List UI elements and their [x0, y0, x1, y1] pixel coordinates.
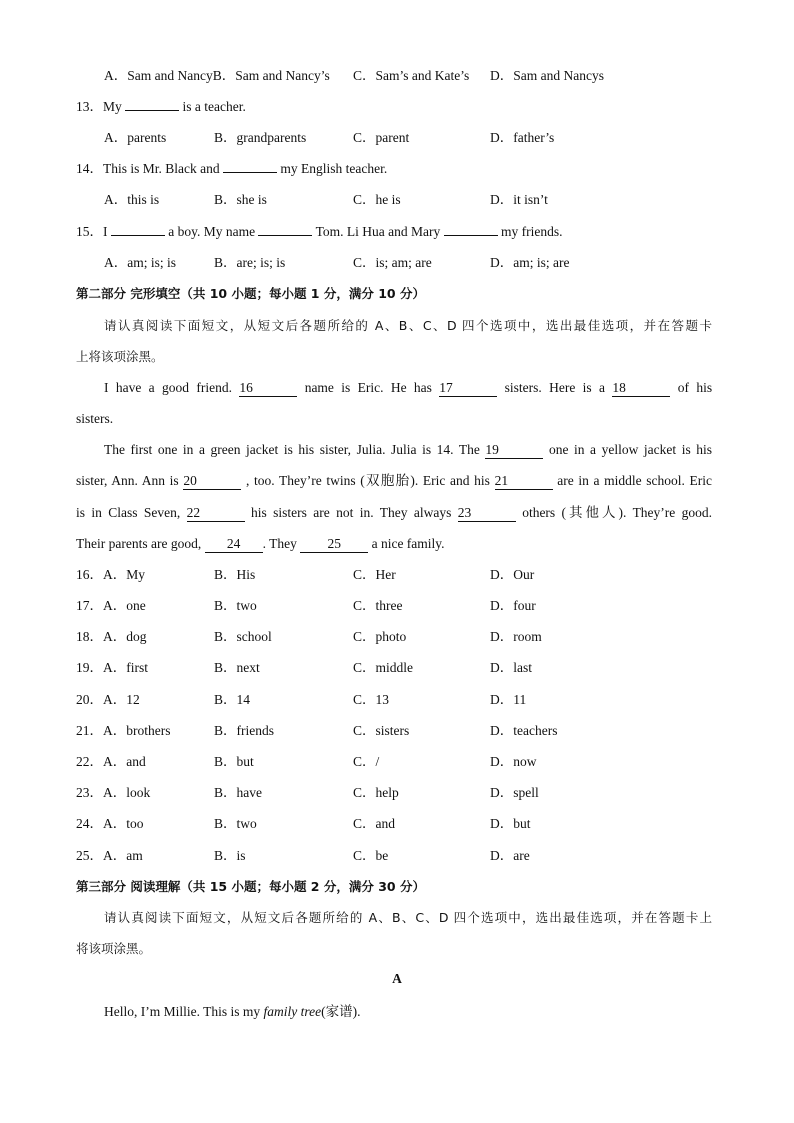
option-16-b: B．His	[214, 567, 256, 582]
option-16-c: C．Her	[353, 567, 396, 582]
option-20-b: B．14	[214, 692, 251, 707]
part3-instruction-line1: 请认真阅读下面短文，从短文后各题所给的 A、B、C、D 四个选项中，选出最佳选项，并在答题卡上	[104, 910, 712, 925]
option-25-c: C．be	[353, 848, 389, 863]
option-24-a: 24．A．too	[76, 816, 144, 831]
q15-option-c: C．is; am; are	[353, 255, 432, 270]
option-23-b: B．have	[214, 785, 262, 800]
option-17-a: 17．A．one	[76, 598, 146, 613]
option-25-b: B．is	[214, 848, 246, 863]
blank-20: 20	[183, 473, 241, 490]
option-24-c: C．and	[353, 816, 395, 831]
option-22-c: C．/	[353, 754, 380, 769]
option-17-b: B．two	[214, 598, 257, 613]
question-15	[76, 222, 563, 242]
cloze-line-6	[76, 534, 445, 554]
q15-blank-1	[111, 235, 165, 236]
q13-option-c: C．parent	[353, 130, 410, 145]
q12-option-d: D．Sam and Nancys	[490, 68, 604, 83]
q12-option-c: C．Sam’s and Kate’s	[353, 68, 470, 83]
option-18-c: C．photo	[353, 629, 407, 644]
option-22-d: D．now	[490, 754, 537, 769]
q13-stem-start: 13．My	[76, 99, 122, 114]
q14-option-a: A．this is	[104, 192, 160, 207]
q13-option-d: D．father’s	[490, 130, 555, 145]
intro-text: Hello, I’m Millie. This is my	[104, 1004, 261, 1019]
option-17-c: C．three	[353, 598, 403, 613]
cloze-text: of his	[677, 380, 713, 395]
q15-stem-3: Tom. Li Hua and Mary	[315, 224, 441, 239]
blank-22: 22	[187, 505, 245, 522]
q15-option-b: B．are; is; is	[214, 255, 286, 270]
option-21-b: B．friends	[214, 723, 274, 738]
cloze-line-4	[76, 471, 712, 491]
option-24-d: D．but	[490, 816, 531, 831]
cloze-text: sister, Ann. Ann is	[76, 473, 179, 488]
part2-instruction-line1: 请认真阅读下面短文，从短文后各题所给的 A、B、C、D 四个选项中，选出最佳选项，并在答题卡	[104, 318, 712, 333]
blank-23: 23	[458, 505, 516, 522]
q13-option-a: A．parents	[104, 130, 167, 145]
option-25-a: 25．A．am	[76, 848, 143, 863]
option-20-d: D．11	[490, 692, 527, 707]
part2-heading: 第二部分 完形填空（共 10 小题；每小题 1 分，满分 10 分）	[76, 286, 425, 301]
blank-19: 19	[485, 442, 543, 459]
passage-label: A	[392, 971, 402, 986]
option-16-a: 16．A．My	[76, 567, 146, 582]
option-25-d: D．are	[490, 848, 530, 863]
option-18-d: D．room	[490, 629, 542, 644]
blank-16: 16	[239, 380, 297, 397]
cloze-line-3	[104, 440, 712, 460]
q15-option-a: A．am; is; is	[104, 255, 177, 270]
cloze-text: his sisters are not in. They always	[251, 505, 452, 520]
intro-italic-term: family tree	[263, 1004, 322, 1019]
option-21-a: 21．A．brothers	[76, 723, 171, 738]
intro-gloss: (家谱).	[321, 1004, 361, 1019]
question-14	[76, 159, 387, 179]
option-17-d: D．four	[490, 598, 536, 613]
option-21-d: D．teachers	[490, 723, 558, 738]
option-16-d: D．Our	[490, 567, 535, 582]
option-24-b: B．two	[214, 816, 257, 831]
option-22-a: 22．A．and	[76, 754, 146, 769]
q15-stem-1: 15．I	[76, 224, 108, 239]
q14-option-d: D．it isn’t	[490, 192, 548, 207]
option-23-d: D．spell	[490, 785, 539, 800]
q14-stem-start: 14．This is Mr. Black and	[76, 161, 220, 176]
blank-21: 21	[495, 473, 553, 490]
cloze-text: name is Eric. He has	[304, 380, 432, 395]
cloze-text: I have a good friend.	[104, 380, 232, 395]
option-21-c: C．sisters	[353, 723, 410, 738]
option-20-a: 20．A．12	[76, 692, 140, 707]
part3-heading: 第三部分 阅读理解（共 15 小题；每小题 2 分，满分 30 分）	[76, 879, 425, 894]
cloze-text: a nice family.	[371, 536, 445, 551]
q15-stem-4: my friends.	[501, 224, 563, 239]
part3-instruction-line2: 将该项涂黑。	[76, 941, 152, 956]
option-19-a: 19．A．first	[76, 660, 148, 675]
option-18-b: B．school	[214, 629, 272, 644]
option-19-b: B．next	[214, 660, 260, 675]
blank-24: 24	[205, 536, 263, 553]
cloze-text: sisters. Here is a	[504, 380, 606, 395]
q14-blank	[223, 172, 277, 173]
cloze-text: are in a middle school. Eric	[557, 473, 713, 488]
cloze-text: Their parents are good,	[76, 536, 202, 551]
q12-option-ab: A．Sam and NancyB．Sam and Nancy’s	[104, 68, 330, 83]
q13-stem-end: is a teacher.	[182, 99, 246, 114]
q14-option-b: B．she is	[214, 192, 267, 207]
cloze-text: others (其他人). They’re good.	[522, 505, 713, 520]
blank-17: 17	[439, 380, 497, 397]
q13-option-b: B．grandparents	[214, 130, 307, 145]
blank-25: 25	[300, 536, 368, 553]
option-19-d: D．last	[490, 660, 532, 675]
question-13	[76, 97, 246, 117]
q15-blank-2	[258, 235, 312, 236]
option-23-a: 23．A．look	[76, 785, 151, 800]
cloze-text: The first one in a green jacket is his sister, Julia. Julia is 14. The	[104, 442, 480, 457]
option-18-a: 18．A．dog	[76, 629, 147, 644]
passage-a-intro	[104, 1002, 360, 1022]
cloze-line-5	[76, 503, 712, 523]
q15-stem-2: a boy. My name	[168, 224, 256, 239]
part2-instruction-line2: 上将该项涂黑。	[76, 349, 164, 364]
cloze-text: is in Class Seven,	[76, 505, 181, 520]
blank-18: 18	[612, 380, 670, 397]
q14-option-c: C．he is	[353, 192, 401, 207]
cloze-line-1	[104, 378, 712, 398]
q13-blank	[125, 110, 179, 111]
cloze-text: one in a yellow jacket is his	[548, 442, 713, 457]
q15-blank-3	[444, 235, 498, 236]
option-20-c: C．13	[353, 692, 390, 707]
option-23-c: C．help	[353, 785, 399, 800]
cloze-text: . They	[262, 536, 297, 551]
option-22-b: B．but	[214, 754, 254, 769]
q14-stem-end: my English teacher.	[280, 161, 388, 176]
option-19-c: C．middle	[353, 660, 413, 675]
cloze-text: , too. They’re twins (双胞胎). Eric and his	[245, 473, 490, 488]
q15-option-d: D．am; is; are	[490, 255, 570, 270]
cloze-line-2: sisters.	[76, 411, 114, 426]
